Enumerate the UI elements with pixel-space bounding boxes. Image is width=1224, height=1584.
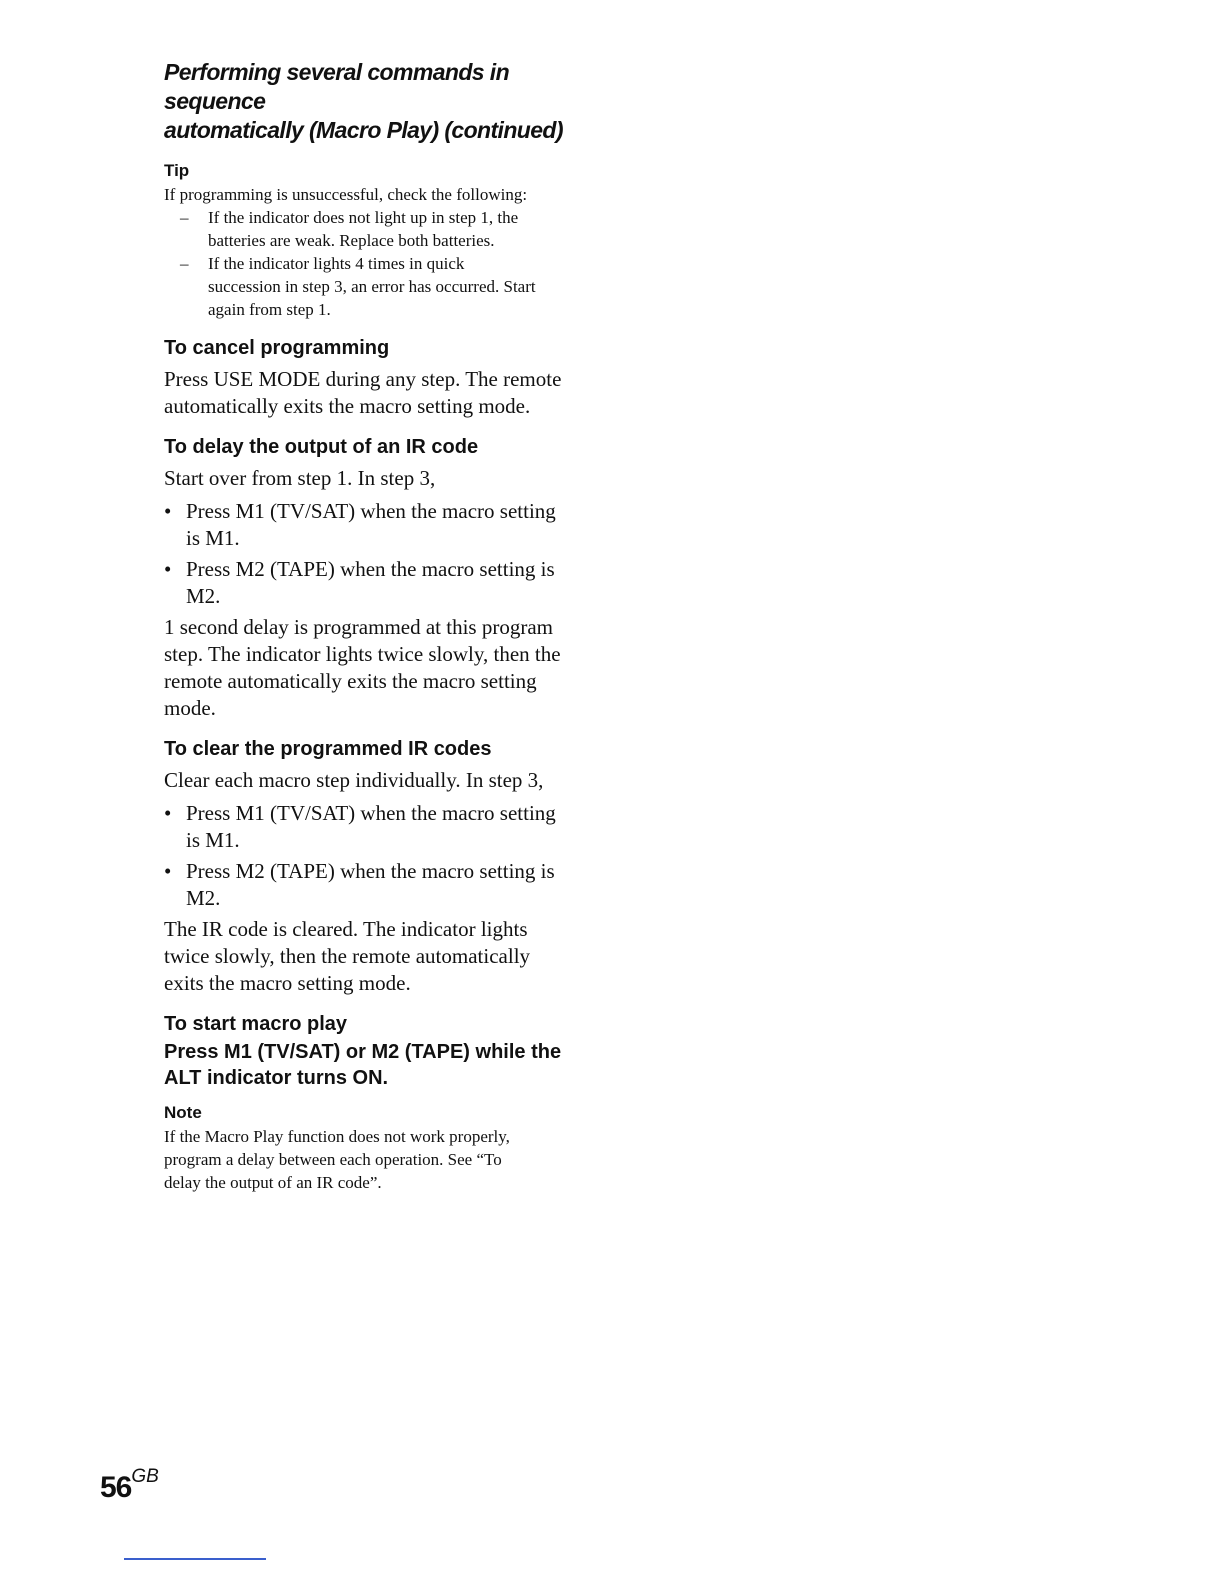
start-section (164, 1011, 604, 1091)
note-heading: Note (164, 1103, 202, 1122)
list-item-line: is M1. (186, 526, 240, 550)
page-content (164, 58, 604, 1194)
tip-item (164, 206, 604, 252)
tip-item-line: If the indicator does not light up in step 1, the (208, 208, 519, 227)
paragraph-line: The IR code is cleared. The indicator lights (164, 917, 528, 941)
paragraph-line: exits the macro setting mode. (164, 971, 411, 995)
bullet-marker: • (164, 859, 172, 883)
list-item-line: Press M1 (TV/SAT) when the macro setting (186, 801, 556, 825)
list-item (164, 800, 604, 854)
tip-item-line: If the indicator lights 4 times in quick (208, 254, 465, 273)
dash-marker: – (180, 254, 189, 273)
list-item (164, 498, 604, 552)
tip-item-line: again from step 1. (208, 300, 331, 319)
delay-heading: To delay the output of an IR code (164, 436, 479, 458)
page-number-suffix: GB (131, 1466, 159, 1487)
clear-section (164, 736, 604, 997)
delay-list (164, 498, 604, 610)
tip-item (164, 252, 604, 321)
note-line: delay the output of an IR code”. (164, 1173, 382, 1192)
cancel-text-line: Press USE MODE during any step. The remote (164, 367, 562, 391)
start-heading: To start macro play (164, 1013, 348, 1035)
bullet-marker: • (164, 801, 172, 825)
list-item (164, 556, 604, 610)
page-title-line: automatically (Macro Play) (continued) (164, 117, 563, 143)
tip-item-line: succession in step 3, an error has occurred. Start (208, 277, 536, 296)
list-item-line: Press M2 (TAPE) when the macro setting is (186, 859, 555, 883)
tip-intro: If programming is unsuccessful, check the following: (164, 185, 528, 204)
instruction-line: ALT indicator turns ON. (164, 1067, 389, 1089)
paragraph-line: remote automatically exits the macro setting (164, 669, 537, 693)
clear-list (164, 800, 604, 912)
note-line: If the Macro Play function does not work properly, (164, 1127, 510, 1146)
page-number-value: 56 (100, 1471, 132, 1504)
list-item-line: is M1. (186, 828, 240, 852)
paragraph-line: 1 second delay is programmed at this program (164, 615, 553, 639)
paragraph-line: twice slowly, then the remote automatically (164, 944, 531, 968)
start-instruction (164, 1039, 604, 1091)
bullet-marker: • (164, 499, 172, 523)
clear-intro: Clear each macro step individually. In step 3, (164, 768, 544, 792)
delay-paragraph (164, 614, 604, 722)
delay-section (164, 434, 604, 722)
tip-heading: Tip (164, 161, 190, 180)
tip-list (164, 206, 604, 321)
paragraph-line: step. The indicator lights twice slowly, then the (164, 642, 561, 666)
list-item-line: Press M1 (TV/SAT) when the macro setting (186, 499, 556, 523)
note-text (164, 1125, 604, 1194)
bullet-marker: • (164, 557, 172, 581)
dash-marker: – (180, 208, 189, 227)
footer-rule (124, 1558, 266, 1560)
clear-paragraph (164, 916, 604, 997)
paragraph-line: mode. (164, 696, 216, 720)
list-item (164, 858, 604, 912)
tip-section (164, 161, 604, 321)
note-section (164, 1103, 604, 1194)
page-title (164, 58, 604, 145)
instruction-line: Press M1 (TV/SAT) or M2 (TAPE) while the (164, 1041, 562, 1063)
cancel-heading: To cancel programming (164, 337, 390, 359)
delay-intro: Start over from step 1. In step 3, (164, 466, 436, 490)
note-line: program a delay between each operation. See “To (164, 1150, 502, 1169)
list-item-line: M2. (186, 584, 221, 608)
tip-item-line: batteries are weak. Replace both batteries. (208, 231, 495, 250)
cancel-text-line: automatically exits the macro setting mode. (164, 394, 531, 418)
list-item-line: M2. (186, 886, 221, 910)
cancel-section (164, 335, 604, 420)
cancel-text (164, 366, 604, 420)
page-title-line: Performing several commands in sequence (164, 59, 510, 114)
list-item-line: Press M2 (TAPE) when the macro setting is (186, 557, 555, 581)
page-number (100, 1466, 159, 1505)
clear-heading: To clear the programmed IR codes (164, 738, 492, 760)
